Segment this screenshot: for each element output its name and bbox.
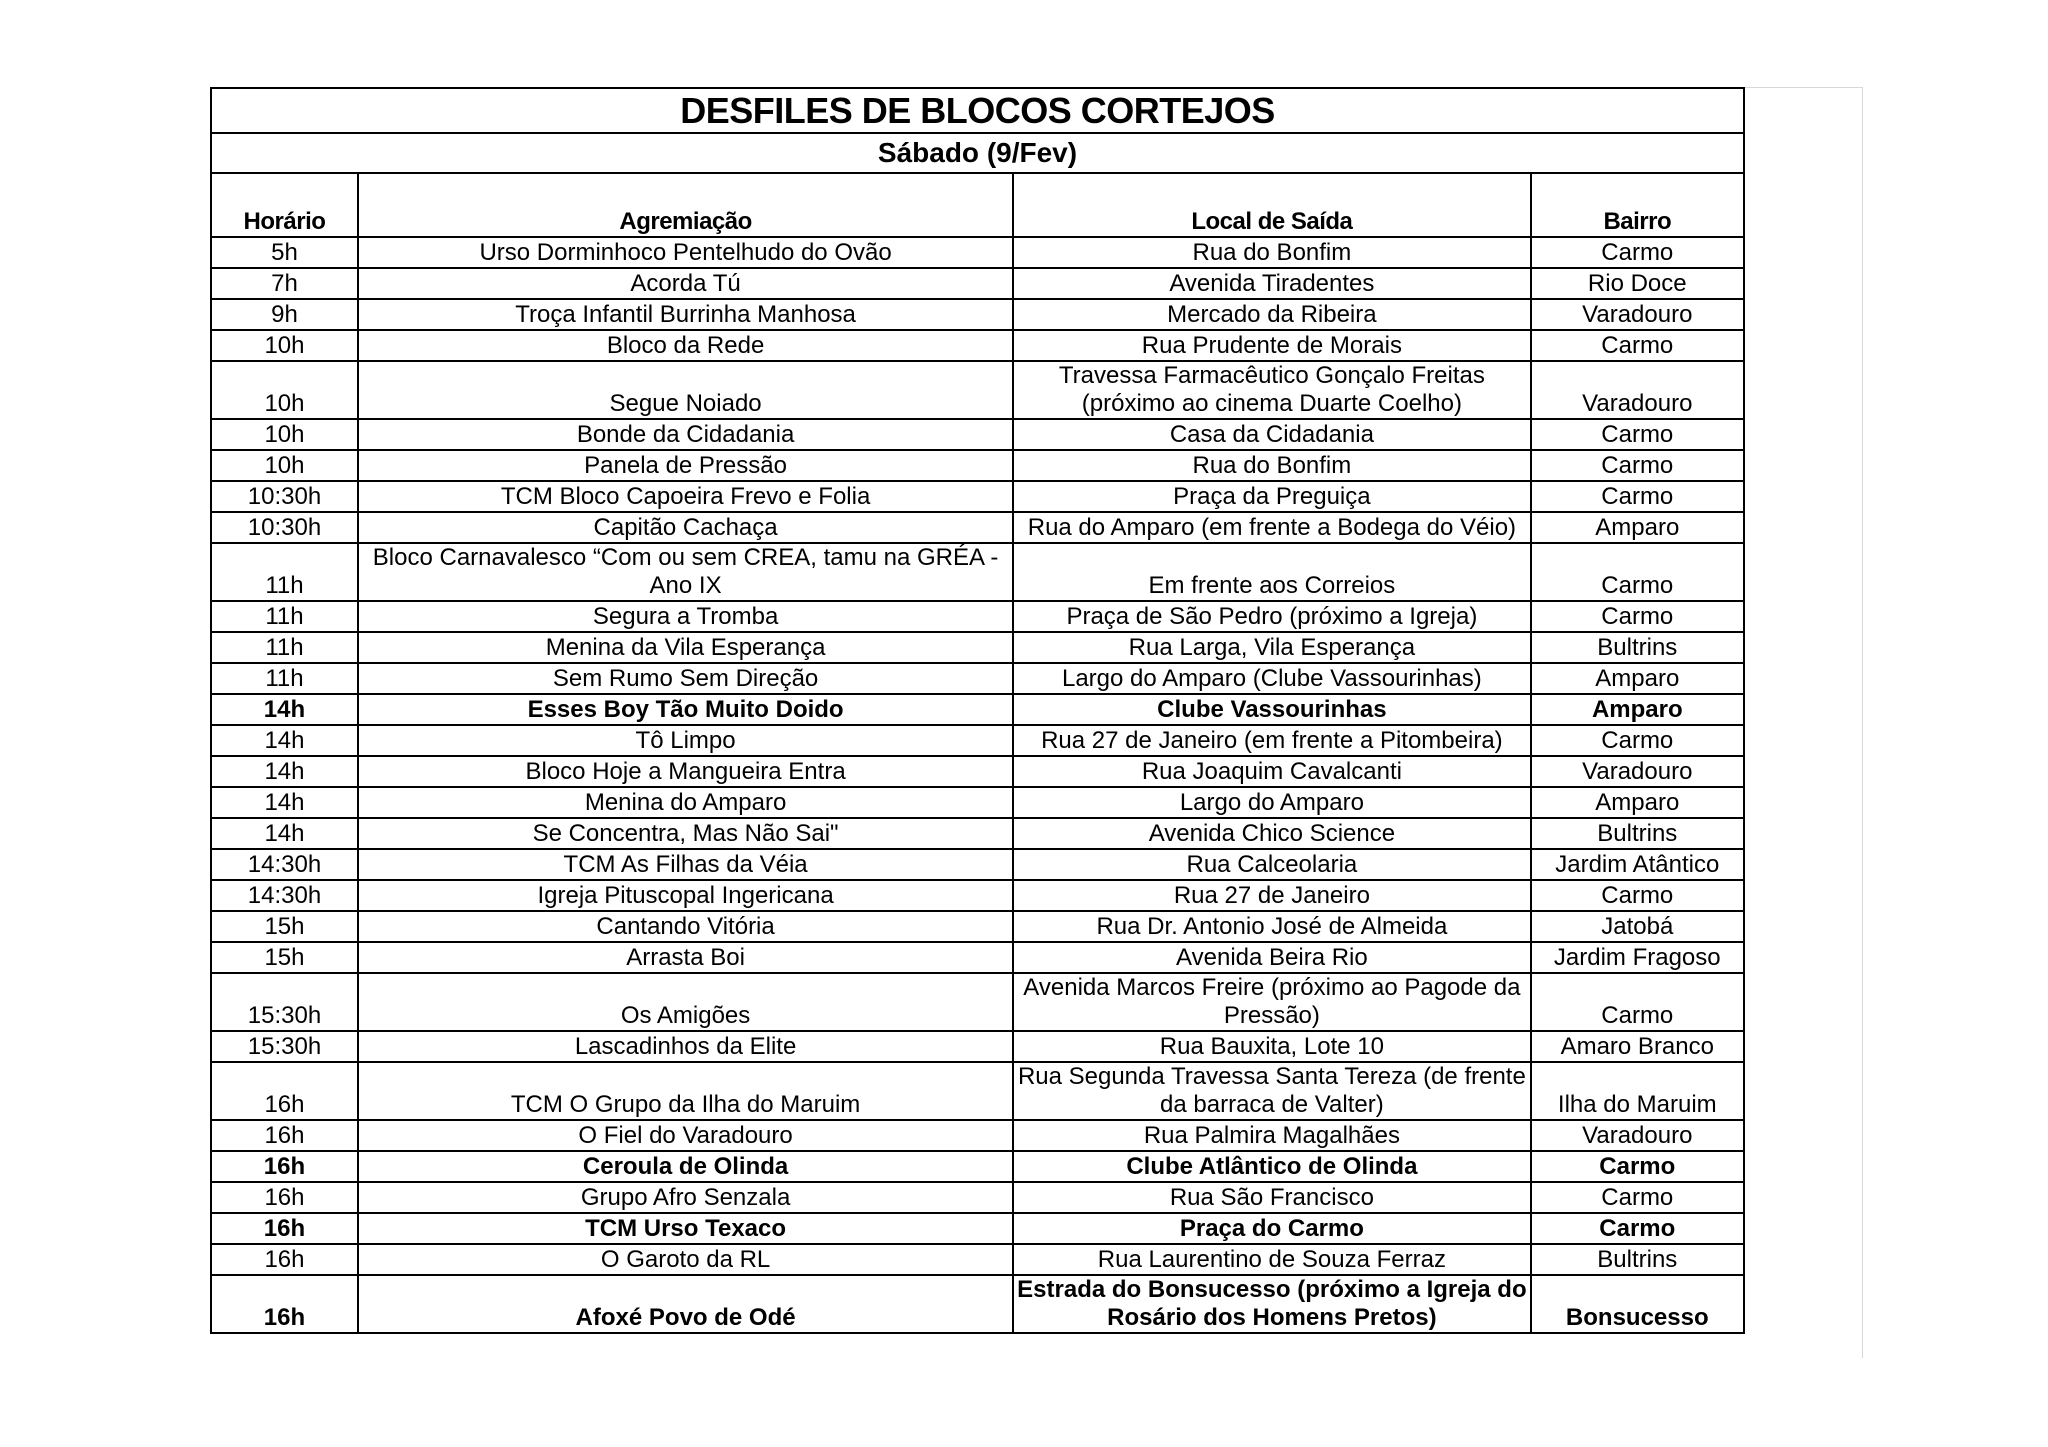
cell-horario: 14:30h — [211, 880, 358, 911]
cell-bairro: Carmo — [1531, 725, 1744, 756]
cell-bairro: Carmo — [1531, 543, 1744, 601]
cell-horario: 14h — [211, 694, 358, 725]
cell-local-de-saida: Rua São Francisco — [1013, 1182, 1530, 1213]
schedule-sheet — [210, 87, 1745, 1334]
cell-local-de-saida: Rua do Bonfim — [1013, 450, 1530, 481]
table-row — [211, 694, 1744, 725]
cell-agremiacao: Troça Infantil Burrinha Manhosa — [358, 299, 1013, 330]
cell-agremiacao: O Fiel do Varadouro — [358, 1120, 1013, 1151]
cell-bairro: Carmo — [1531, 880, 1744, 911]
table-row — [211, 512, 1744, 543]
cell-agremiacao: TCM O Grupo da Ilha do Maruim — [358, 1062, 1013, 1120]
cell-agremiacao: Bloco da Rede — [358, 330, 1013, 361]
cell-local-de-saida: Largo do Amparo — [1013, 787, 1530, 818]
cell-agremiacao: Bonde da Cidadania — [358, 419, 1013, 450]
cell-agremiacao: Panela de Pressão — [358, 450, 1013, 481]
table-row — [211, 543, 1744, 601]
cell-bairro: Varadouro — [1531, 756, 1744, 787]
cell-bairro: Varadouro — [1531, 299, 1744, 330]
cell-horario: 14h — [211, 818, 358, 849]
cell-agremiacao: Se Concentra, Mas Não Sai" — [358, 818, 1013, 849]
cell-horario: 14:30h — [211, 849, 358, 880]
cell-local-de-saida: Mercado da Ribeira — [1013, 299, 1530, 330]
cell-horario: 15:30h — [211, 1031, 358, 1062]
cell-bairro: Amparo — [1531, 694, 1744, 725]
title-row — [211, 88, 1744, 133]
cell-local-de-saida: Estrada do Bonsucesso (próximo a Igreja do Rosário dos Homens Pretos) — [1013, 1275, 1530, 1333]
table-row — [211, 942, 1744, 973]
cell-local-de-saida: Avenida Beira Rio — [1013, 942, 1530, 973]
cell-bairro: Amparo — [1531, 512, 1744, 543]
table-row — [211, 787, 1744, 818]
table-row — [211, 756, 1744, 787]
table-row — [211, 1213, 1744, 1244]
cell-bairro: Bultrins — [1531, 1244, 1744, 1275]
cell-local-de-saida: Rua Larga, Vila Esperança — [1013, 632, 1530, 663]
cell-bairro: Carmo — [1531, 419, 1744, 450]
cell-horario: 15h — [211, 911, 358, 942]
table-row — [211, 601, 1744, 632]
cell-local-de-saida: Rua 27 de Janeiro (em frente a Pitombeira) — [1013, 725, 1530, 756]
cell-bairro: Carmo — [1531, 450, 1744, 481]
cell-horario: 16h — [211, 1151, 358, 1182]
cell-horario: 10h — [211, 419, 358, 450]
cell-horario: 10h — [211, 361, 358, 419]
spreadsheet-gridlines — [1745, 87, 1863, 1358]
cell-agremiacao: Tô Limpo — [358, 725, 1013, 756]
cell-agremiacao: Menina da Vila Esperança — [358, 632, 1013, 663]
cell-local-de-saida: Praça do Carmo — [1013, 1213, 1530, 1244]
cell-local-de-saida: Casa da Cidadania — [1013, 419, 1530, 450]
cell-bairro: Amparo — [1531, 663, 1744, 694]
cell-horario: 5h — [211, 237, 358, 268]
cell-bairro: Rio Doce — [1531, 268, 1744, 299]
cell-horario: 15h — [211, 942, 358, 973]
table-row — [211, 419, 1744, 450]
table-row — [211, 849, 1744, 880]
cell-bairro: Carmo — [1531, 237, 1744, 268]
cell-horario: 7h — [211, 268, 358, 299]
cell-agremiacao: Arrasta Boi — [358, 942, 1013, 973]
cell-local-de-saida: Praça de São Pedro (próximo a Igreja) — [1013, 601, 1530, 632]
schedule-table — [210, 87, 1745, 1334]
cell-local-de-saida: Clube Vassourinhas — [1013, 694, 1530, 725]
cell-agremiacao: Grupo Afro Senzala — [358, 1182, 1013, 1213]
cell-horario: 14h — [211, 725, 358, 756]
cell-bairro: Bultrins — [1531, 818, 1744, 849]
cell-bairro: Bonsucesso — [1531, 1275, 1744, 1333]
cell-bairro: Jardim Atântico — [1531, 849, 1744, 880]
cell-horario: 10h — [211, 450, 358, 481]
table-row — [211, 330, 1744, 361]
cell-agremiacao: Segue Noiado — [358, 361, 1013, 419]
cell-bairro: Carmo — [1531, 330, 1744, 361]
table-row — [211, 632, 1744, 663]
cell-bairro: Amaro Branco — [1531, 1031, 1744, 1062]
cell-agremiacao: TCM Urso Texaco — [358, 1213, 1013, 1244]
table-row — [211, 237, 1744, 268]
cell-local-de-saida: Rua Dr. Antonio José de Almeida — [1013, 911, 1530, 942]
table-row — [211, 1182, 1744, 1213]
table-row — [211, 1062, 1744, 1120]
cell-bairro: Varadouro — [1531, 1120, 1744, 1151]
cell-local-de-saida: Rua do Bonfim — [1013, 237, 1530, 268]
cell-bairro: Carmo — [1531, 481, 1744, 512]
cell-agremiacao: Lascadinhos da Elite — [358, 1031, 1013, 1062]
cell-bairro: Jardim Fragoso — [1531, 942, 1744, 973]
header-horario: Horário — [211, 173, 358, 237]
cell-agremiacao: Os Amigões — [358, 973, 1013, 1031]
cell-horario: 16h — [211, 1062, 358, 1120]
cell-horario: 16h — [211, 1120, 358, 1151]
cell-local-de-saida: Rua Prudente de Morais — [1013, 330, 1530, 361]
cell-local-de-saida: Rua Bauxita, Lote 10 — [1013, 1031, 1530, 1062]
cell-local-de-saida: Travessa Farmacêutico Gonçalo Freitas (próximo ao cinema Duarte Coelho) — [1013, 361, 1530, 419]
cell-agremiacao: Ceroula de Olinda — [358, 1151, 1013, 1182]
cell-horario: 14h — [211, 787, 358, 818]
cell-local-de-saida: Rua Segunda Travessa Santa Tereza (de frente da barraca de Valter) — [1013, 1062, 1530, 1120]
cell-agremiacao: Sem Rumo Sem Direção — [358, 663, 1013, 694]
cell-agremiacao: Bloco Hoje a Mangueira Entra — [358, 756, 1013, 787]
page-subtitle: Sábado (9/Fev) — [211, 133, 1744, 173]
cell-bairro: Carmo — [1531, 973, 1744, 1031]
cell-local-de-saida: Rua Palmira Magalhães — [1013, 1120, 1530, 1151]
table-row — [211, 268, 1744, 299]
cell-horario: 10h — [211, 330, 358, 361]
cell-bairro: Carmo — [1531, 1213, 1744, 1244]
table-row — [211, 1275, 1744, 1333]
table-row — [211, 299, 1744, 330]
table-row — [211, 1031, 1744, 1062]
cell-horario: 10:30h — [211, 481, 358, 512]
table-row — [211, 880, 1744, 911]
header-row — [211, 173, 1744, 237]
cell-horario: 11h — [211, 632, 358, 663]
cell-agremiacao: Cantando Vitória — [358, 911, 1013, 942]
cell-horario: 11h — [211, 601, 358, 632]
cell-horario: 16h — [211, 1244, 358, 1275]
cell-agremiacao: Urso Dorminhoco Pentelhudo do Ovão — [358, 237, 1013, 268]
cell-horario: 15:30h — [211, 973, 358, 1031]
cell-bairro: Jatobá — [1531, 911, 1744, 942]
cell-agremiacao: Acorda Tú — [358, 268, 1013, 299]
cell-local-de-saida: Rua Laurentino de Souza Ferraz — [1013, 1244, 1530, 1275]
table-row — [211, 481, 1744, 512]
table-row — [211, 725, 1744, 756]
subtitle-row — [211, 133, 1744, 173]
cell-local-de-saida: Em frente aos Correios — [1013, 543, 1530, 601]
cell-bairro: Amparo — [1531, 787, 1744, 818]
cell-local-de-saida: Praça da Preguiça — [1013, 481, 1530, 512]
cell-local-de-saida: Rua do Amparo (em frente a Bodega do Véio) — [1013, 512, 1530, 543]
cell-local-de-saida: Rua Calceolaria — [1013, 849, 1530, 880]
cell-bairro: Carmo — [1531, 601, 1744, 632]
table-row — [211, 1120, 1744, 1151]
cell-horario: 14h — [211, 756, 358, 787]
cell-agremiacao: Igreja Pituscopal Ingericana — [358, 880, 1013, 911]
cell-agremiacao: TCM As Filhas da Véia — [358, 849, 1013, 880]
cell-horario: 16h — [211, 1182, 358, 1213]
table-row — [211, 450, 1744, 481]
cell-agremiacao: TCM Bloco Capoeira Frevo e Folia — [358, 481, 1013, 512]
cell-horario: 16h — [211, 1275, 358, 1333]
cell-bairro: Carmo — [1531, 1182, 1744, 1213]
cell-agremiacao: Esses Boy Tão Muito Doido — [358, 694, 1013, 725]
cell-horario: 10:30h — [211, 512, 358, 543]
cell-local-de-saida: Rua Joaquim Cavalcanti — [1013, 756, 1530, 787]
table-row — [211, 1151, 1744, 1182]
cell-local-de-saida: Avenida Chico Science — [1013, 818, 1530, 849]
header-bairro: Bairro — [1531, 173, 1744, 237]
cell-agremiacao: Bloco Carnavalesco “Com ou sem CREA, tamu na GRÉA - Ano IX — [358, 543, 1013, 601]
table-row — [211, 663, 1744, 694]
cell-bairro: Bultrins — [1531, 632, 1744, 663]
table-row — [211, 1244, 1744, 1275]
cell-bairro: Ilha do Maruim — [1531, 1062, 1744, 1120]
cell-horario: 16h — [211, 1213, 358, 1244]
header-agremiacao: Agremiação — [358, 173, 1013, 237]
cell-agremiacao: Afoxé Povo de Odé — [358, 1275, 1013, 1333]
cell-bairro: Varadouro — [1531, 361, 1744, 419]
cell-agremiacao: Capitão Cachaça — [358, 512, 1013, 543]
cell-local-de-saida: Largo do Amparo (Clube Vassourinhas) — [1013, 663, 1530, 694]
table-row — [211, 973, 1744, 1031]
cell-horario: 9h — [211, 299, 358, 330]
cell-horario: 11h — [211, 543, 358, 601]
cell-local-de-saida: Avenida Tiradentes — [1013, 268, 1530, 299]
cell-local-de-saida: Avenida Marcos Freire (próximo ao Pagode da Pressão) — [1013, 973, 1530, 1031]
cell-agremiacao: Menina do Amparo — [358, 787, 1013, 818]
cell-horario: 11h — [211, 663, 358, 694]
cell-agremiacao: O Garoto da RL — [358, 1244, 1013, 1275]
cell-bairro: Carmo — [1531, 1151, 1744, 1182]
cell-local-de-saida: Rua 27 de Janeiro — [1013, 880, 1530, 911]
table-row — [211, 361, 1744, 419]
cell-agremiacao: Segura a Tromba — [358, 601, 1013, 632]
header-local-de-saida: Local de Saída — [1013, 173, 1530, 237]
table-row — [211, 911, 1744, 942]
page-title: DESFILES DE BLOCOS CORTEJOS — [211, 88, 1744, 133]
cell-local-de-saida: Clube Atlântico de Olinda — [1013, 1151, 1530, 1182]
table-row — [211, 818, 1744, 849]
